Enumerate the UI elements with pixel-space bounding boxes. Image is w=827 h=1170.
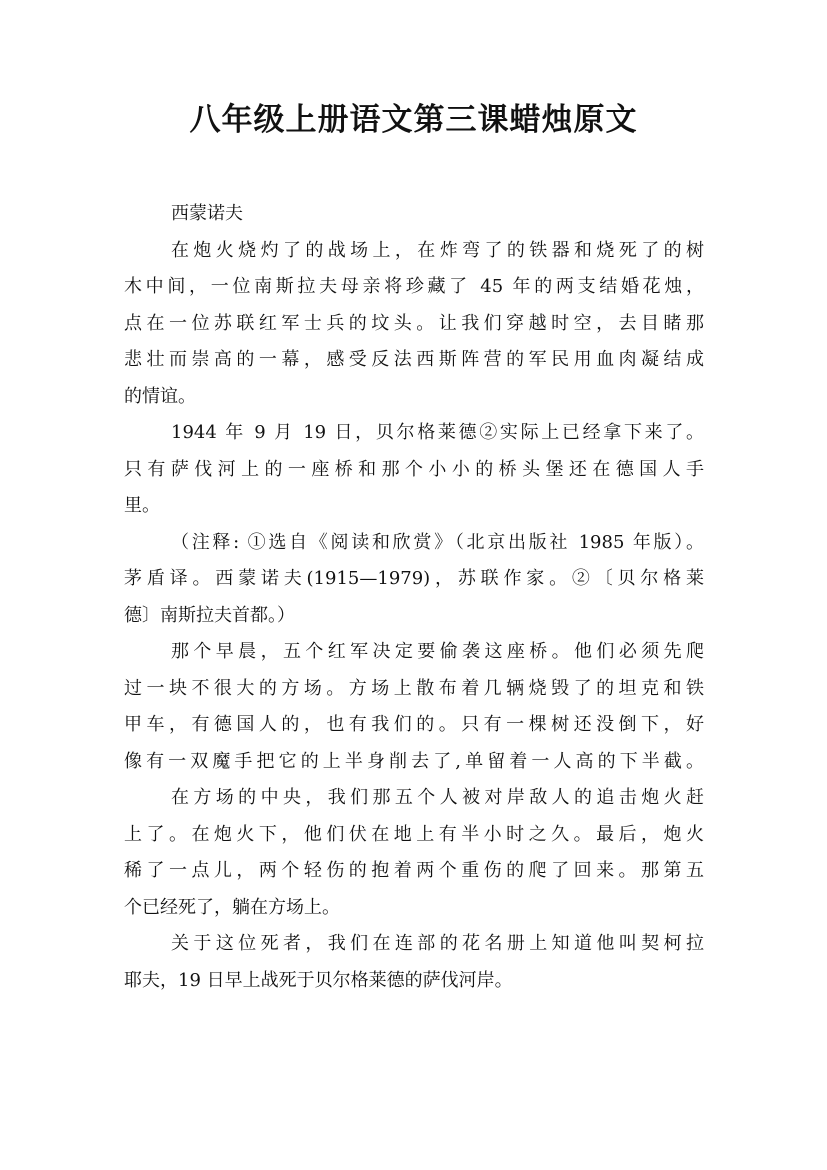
document-title: 八年级上册语文第三课蜡烛原文 (189, 102, 638, 138)
text-line: 关于这位死者，我们在连部的花名册上知道他叫契柯拉 (171, 933, 704, 954)
text-line: 稀了一点儿，两个轻伤的抱着两个重伤的爬了回来。那第五 (124, 860, 704, 881)
text-line: 德〕南斯拉夫首都。） (124, 604, 295, 626)
text-line: 点在一位苏联红军士兵的坟头。让我们穿越时空，去目睹那 (124, 312, 704, 334)
text-line: （注释: ①选自《阅读和欣赏》（北京出版社 1985 年版）。 (171, 531, 704, 553)
text-line: 在炮火烧灼了的战场上，在炸弯了的铁器和烧死了的树 (171, 239, 704, 261)
text-line: 那个早晨，五个红军决定要偷袭这座桥。他们必须先爬 (171, 641, 704, 662)
text-line: 悲壮而崇高的一幕，感受反法西斯阵营的军民用血肉凝结成 (124, 349, 704, 370)
text-line: 耶夫，19 日早上战死于贝尔格莱德的萨伐河岸。 (124, 969, 513, 991)
text-line: 1944 年 9 月 19 日，贝尔格莱德②实际上已经拿下来了。 (171, 422, 704, 443)
text-line: 茅盾译。西蒙诺夫(1915—1979)，苏联作家。②〔贝尔格莱 (124, 568, 704, 589)
text-line: 个已经死了，躺在方场上。 (124, 896, 340, 918)
text-line: 的情谊。 (124, 385, 196, 407)
text-line: 只有萨伐河上的一座桥和那个小小的桥头堡还在德国人手 (124, 458, 704, 480)
text-line: 西蒙诺夫 (171, 203, 243, 224)
text-line: 在方场的中央，我们那五个人被对岸敌人的追击炮火赶 (171, 787, 704, 808)
text-line: 里。 (124, 495, 160, 516)
text-line: 过一块不很大的方场。方场上散布着几辆烧毁了的坦克和铁 (124, 677, 704, 699)
text-line: 上了。在炮火下，他们伏在地上有半小时之久。最后，炮火 (124, 823, 704, 845)
text-line: 像有一双魔手把它的上半身削去了,单留着一人高的下半截。 (124, 750, 704, 772)
document-body (124, 196, 704, 999)
text-line: 甲车，有德国人的，也有我们的。只有一棵树还没倒下，好 (124, 714, 704, 735)
text-line: 木中间，一位南斯拉夫母亲将珍藏了 45 年的两支结婚花烛， (124, 276, 704, 297)
